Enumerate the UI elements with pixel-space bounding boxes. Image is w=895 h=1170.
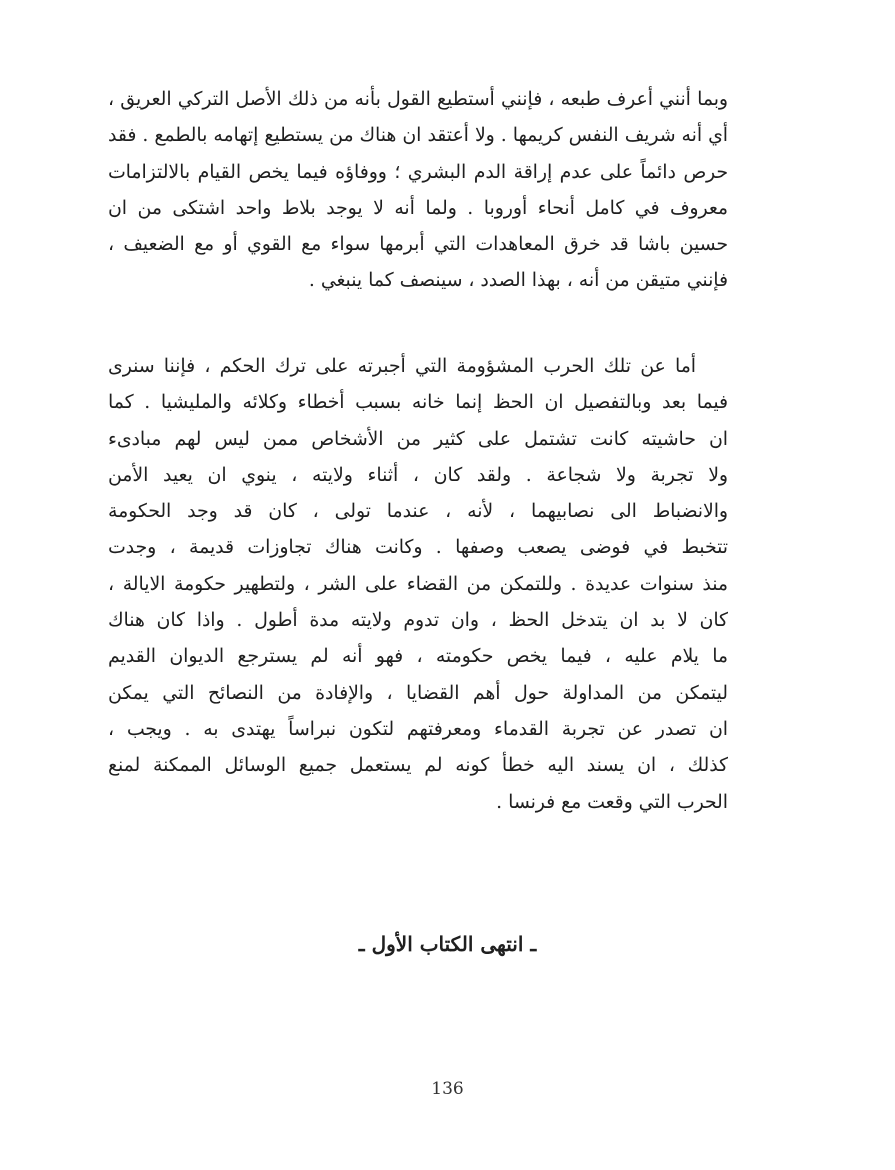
paragraph-1	[108, 82, 728, 300]
paragraph-2-line: تتخبط في فوضى يصعب وصفها . وكانت هناك تجاوزات قديمة ، وجدت	[108, 537, 728, 559]
paragraph-2-line: منذ سنوات عديدة . وللتمكن من القضاء على الشر ، ولتطهير حكومة الايالة ،	[108, 573, 728, 595]
end-of-book-note: ـ انتهى الكتاب الأول ـ	[358, 932, 537, 956]
paragraph-2-line: الحرب التي وقعت مع فرنسا .	[496, 791, 728, 813]
paragraph-2-line: والانضباط الى نصابيهما ، لأنه ، عندما تولى ، كان قد وجد الحكومة	[108, 501, 728, 523]
paragraph-2-line: ان تصدر عن تجربة القدماء ومعرفتهم لتكون نبراساً يهتدى به . ويجب ،	[108, 718, 728, 740]
paragraph-1-line: فإنني متيقن من أنه ، بهذا الصدد ، سينصف كما ينبغي .	[308, 270, 728, 292]
paragraph-2-line: كذلك ، ان يسند اليه خطأ كونه لم يستعمل جميع الوسائل الممكنة لمنع	[108, 755, 728, 777]
paragraph-2-line: ان حاشيته كانت تشتمل على كثير من الأشخاص ممن ليس لهم مبادىء	[108, 428, 728, 450]
paragraph-1-line: وبما أنني أعرف طبعه ، فإنني أستطيع القول بأنه من ذلك الأصل التركي العريق ،	[108, 89, 728, 110]
paragraph-2-line: كان لا بد ان يتدخل الحظ ، وان تدوم ولايته مدة أطول . واذا كان هناك	[108, 610, 728, 632]
paragraph-1-line: حسين باشا قد خرق المعاهدات التي أبرمها سواء مع القوي أو مع الضعيف ،	[108, 234, 728, 256]
page-number: 136	[431, 1079, 464, 1099]
paragraph-2-line: أما عن تلك الحرب المشؤومة التي أجبرته على ترك الحكم ، فإننا سنرى	[108, 356, 696, 377]
paragraph-1-line: حرص دائماً على عدم إراقة الدم البشري ؛ ووفاؤه فيما يخص القيام بالالتزامات	[108, 161, 728, 183]
paragraph-1-line: معروف في كامل أنحاء أوروبا . ولما أنه لا يوجد بلاط واحد اشتكى من ان	[108, 197, 728, 219]
paragraph-2	[108, 349, 728, 821]
paragraph-1-line: أي أنه شريف النفس كريمها . ولا أعتقد ان هناك من يستطيع إتهامه بالطمع . فقد	[108, 125, 728, 147]
paragraph-2-line: ولا تجربة ولا شجاعة . ولقد كان ، أثناء ولايته ، ينوي ان يعيد الأمن	[108, 464, 728, 486]
paragraph-2-line: ليتمكن من المداولة حول أهم القضايا ، والإفادة من النصائح التي يمكن	[108, 682, 728, 704]
paragraph-2-line: ما يلام عليه ، فيما يخص حكومته ، فهو أنه لم يسترجع الديوان القديم	[108, 646, 728, 668]
paragraph-2-line: فيما بعد وبالتفصيل ان الحظ إنما خانه بسبب أخطاء وكلائه والمليشيا . كما	[108, 392, 728, 414]
